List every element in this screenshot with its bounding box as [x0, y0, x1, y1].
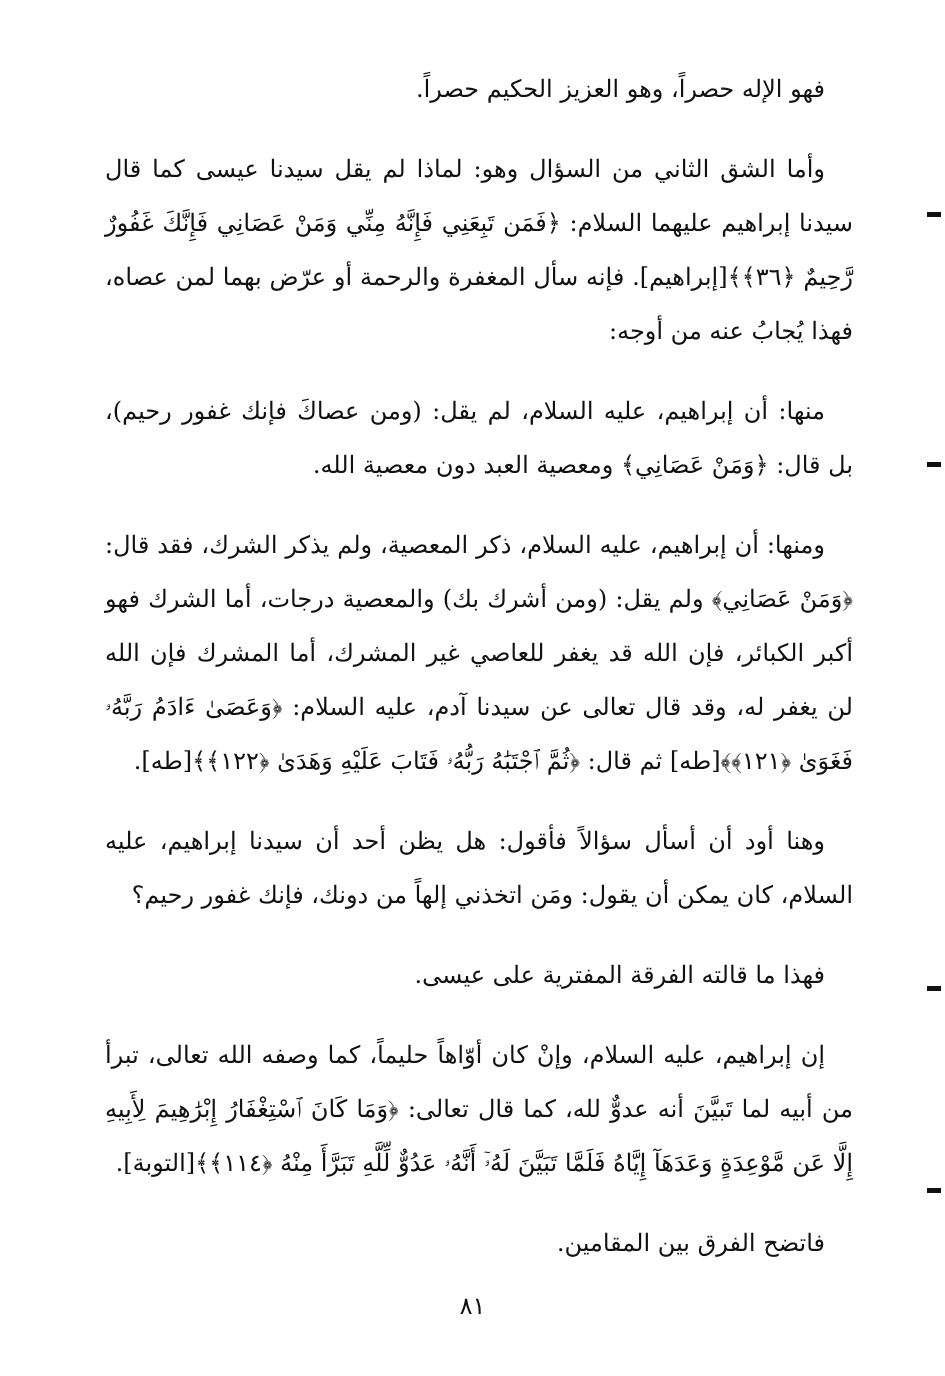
- margin-mark: [927, 212, 941, 217]
- margin-mark: [927, 462, 941, 467]
- paragraph-7: إن إبراهيم، عليه السلام، وإنْ كان أوّاهاً حليماً، كما وصفه الله تعالى، تبرأ من أبيه لما تَبيَّنَ أنه عدوٌّ لله، كما قال تعالى: ﴿وَمَا كَانَ ٱسْتِغْفَارُ إِبْرَٰهِيمَ لِأَبِيهِ إِلَّا عَن مَّوْعِدَةٍ وَعَدَهَآ إِيَّاهُ فَلَمَّا تَبَيَّنَ لَهُۥٓ أَنَّهُۥ عَدُوٌّ لِّلَّهِ تَبَرَّأَ مِنْهُ ﴿١١٤﴾﴾[التوبة].: [105, 1041, 853, 1177]
- paragraph-8: فاتضح الفرق بين المقامين.: [556, 1229, 825, 1257]
- paragraph-3: منها: أن إبراهيم، عليه السلام، لم يقل: (ومن عصاكَ فإنك غفور رحيم)، بل قال: ﴿وَمَنْ عَصَانِي﴾ ومعصية العبد دون معصية الله.: [105, 397, 853, 479]
- page-number: ٨١: [459, 1292, 486, 1320]
- paragraph-1: فهو الإله حصراً، وهو العزيز الحكيم حصراً.: [415, 75, 825, 103]
- margin-mark: [927, 1188, 941, 1193]
- page-body: [105, 62, 853, 1270]
- margin-mark: [927, 986, 941, 991]
- paragraph-2: وأما الشق الثاني من السؤال وهو: لماذا لم يقل سيدنا عيسى كما قال سيدنا إبراهيم عليهما السلام: ﴿فَمَن تَبِعَنِي فَإِنَّهُ مِنِّي وَمَنْ عَصَانِي فَإِنَّكَ غَفُورٌ رَّحِيمٌ ﴿٣٦﴾﴾[إبراهيم]. فإنه سأل المغفرة والرحمة أو عرّض بهما لمن عصاه، فهذا يُجابُ عنه من أوجه:: [105, 155, 853, 345]
- paragraph-5: وهنا أود أن أسأل سؤالاً فأقول: هل يظن أحد أن سيدنا إبراهيم، عليه السلام، كان يمكن أن يقول: ومَن اتخذني إلهاً من دونك، فإنك غفور رحيم؟: [105, 827, 853, 909]
- paragraph-4: ومنها: أن إبراهيم، عليه السلام، ذكر المعصية، ولم يذكر الشرك، فقد قال: ﴿وَمَنْ عَصَانِي﴾ ولم يقل: (ومن أشرك بك) والمعصية درجات، أما الشرك فهو أكبر الكبائر، فإن الله قد يغفر للعاصي غير المشرك، أما المشرك فإن الله لن يغفر له، وقد قال تعالى عن سيدنا آدم، عليه السلام: ﴿وَعَصَىٰ ءَادَمُ رَبَّهُۥ فَغَوَىٰ ﴿١٢١﴾﴾[طه] ثم قال: ﴿ثُمَّ ٱجْتَبَٰهُ رَبُّهُۥ فَتَابَ عَلَيْهِ وَهَدَىٰ ﴿١٢٢﴾﴾[طه].: [105, 531, 853, 775]
- paragraph-6: فهذا ما قالته الفرقة المفترية على عيسى.: [414, 961, 825, 989]
